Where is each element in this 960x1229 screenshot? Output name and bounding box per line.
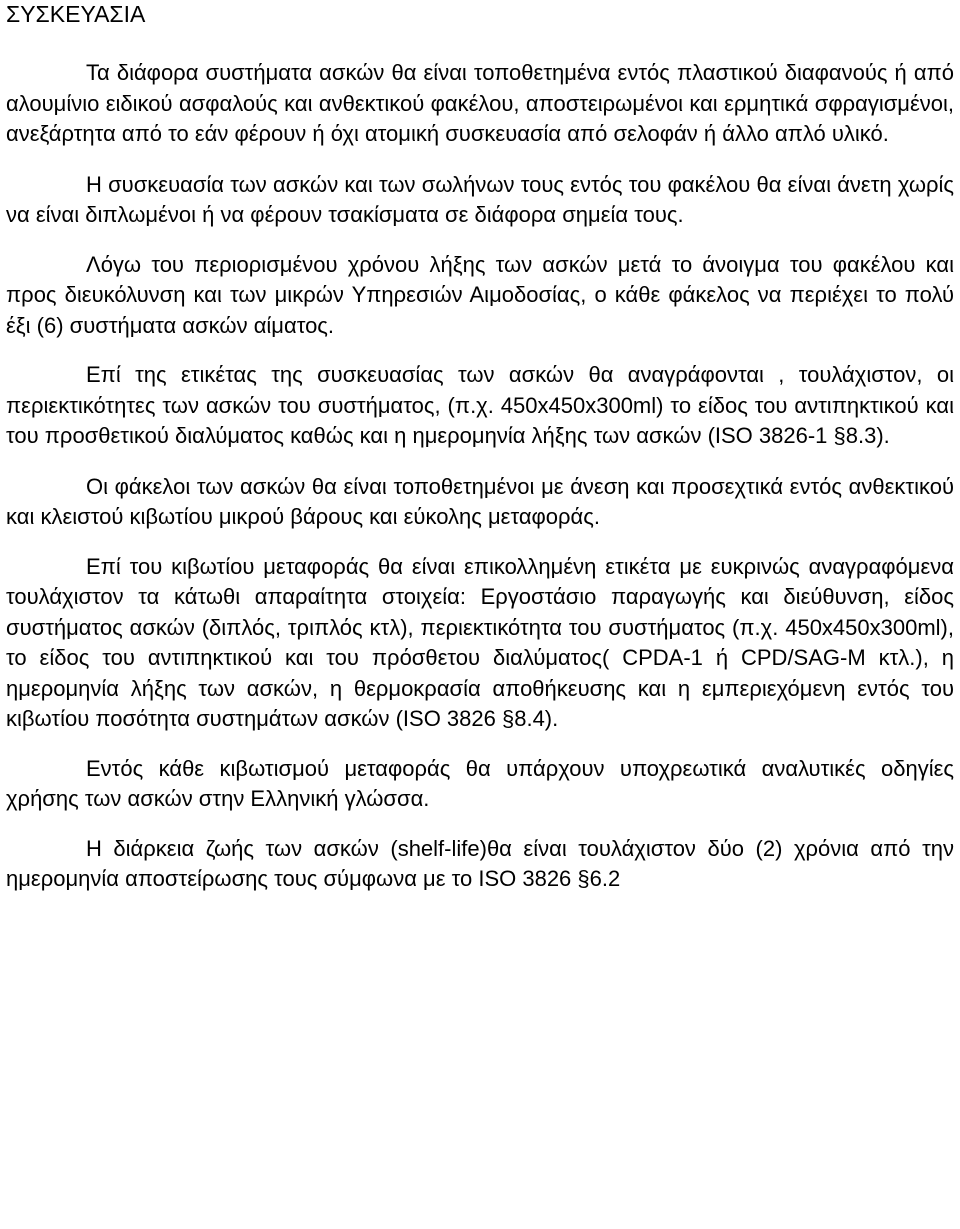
- paragraph-box-label: Επί του κιβωτίου μεταφοράς θα είναι επικολλημένη ετικέτα με ευκρινώς αναγραφόμενα τουλάχιστον τα κάτωθι απαραίτητα στοιχεία: Εργοστάσιο παραγωγής και διεύθυνση, είδος συστήματος ασκών (διπλός, τριπλός κτλ), περιεκτικότητα του συστήματος (π.χ. 450x450x300ml), το είδος του αντιπηκτικού και του πρόσθετου διαλύματος( CPDA-1 ή CPD/SAG-M κτλ.), η ημερομηνία λήξης των ασκών, η θερμοκρασία αποθήκευσης και η εμπεριεχόμενη εντός του κιβωτίου ποσότητα συστημάτων ασκών (ISO 3826 §8.4).: [6, 553, 954, 731]
- paragraph-shelf-life: Η διάρκεια ζωής των ασκών (shelf-life)θα είναι τουλάχιστον δύο (2) χρόνια από την ημερομηνία αποστείρωσης τους σύμφωνα με το ISO 3826 §6.2: [6, 835, 954, 891]
- section-heading: ΣΥΣΚΕΥΑΣΙΑ: [6, 1, 146, 27]
- paragraph-packaging-envelope: Τα διάφορα συστήματα ασκών θα είναι τοποθετημένα εντός πλαστικού διαφανούς ή από αλουμίνιο ειδικού ασφαλούς και ανθεκτικού φακέλου, αποστειρωμένοι και ερμητικά σφραγισμένοι, ανεξάρτητα από το εάν φέρουν ή όχι ατομική συσκευασία από σελοφάν ή άλλο απλό υλικό.: [6, 60, 954, 146]
- paragraph-envelope-label: Επί της ετικέτας της συσκευασίας των ασκών θα αναγράφονται , τουλάχιστον, οι περιεκτικότητες των ασκών του συστήματος, (π.χ. 450x450x300ml) το είδος του αντιπηκτικού και του προσθετικού διαλύματος καθώς και η ημερομηνία λήξης των ασκών (ISO 3826-1 §8.3).: [6, 362, 954, 448]
- paragraph-envelope-capacity: Λόγω του περιορισμένου χρόνου λήξης των ασκών μετά το άνοιγμα του φακέλου και προς διευκόλυνση και των μικρών Υπηρεσιών Αιμοδοσίας, ο κάθε φάκελος να περιέχει το πολύ έξι (6) συστήματα ασκών αίματος.: [6, 251, 954, 338]
- paragraph-transport-box: Οι φάκελοι των ασκών θα είναι τοποθετημένοι με άνεση και προσεχτικά εντός ανθεκτικού και κλειστού κιβωτίου μικρού βάρους και εύκολης μεταφοράς.: [6, 473, 954, 529]
- document-page: [6, 0, 954, 895]
- paragraph-tube-arrangement: Η συσκευασία των ασκών και των σωλήνων τους εντός του φακέλου θα είναι άνετη χωρίς να είναι διπλωμένοι ή να φέρουν τσακίσματα σε διάφορα σημεία τους.: [6, 171, 954, 227]
- paragraph-instructions: Εντός κάθε κιβωτισμού μεταφοράς θα υπάρχουν υποχρεωτικά αναλυτικές οδηγίες χρήσης των ασκών στην Ελληνική γλώσσα.: [6, 755, 954, 811]
